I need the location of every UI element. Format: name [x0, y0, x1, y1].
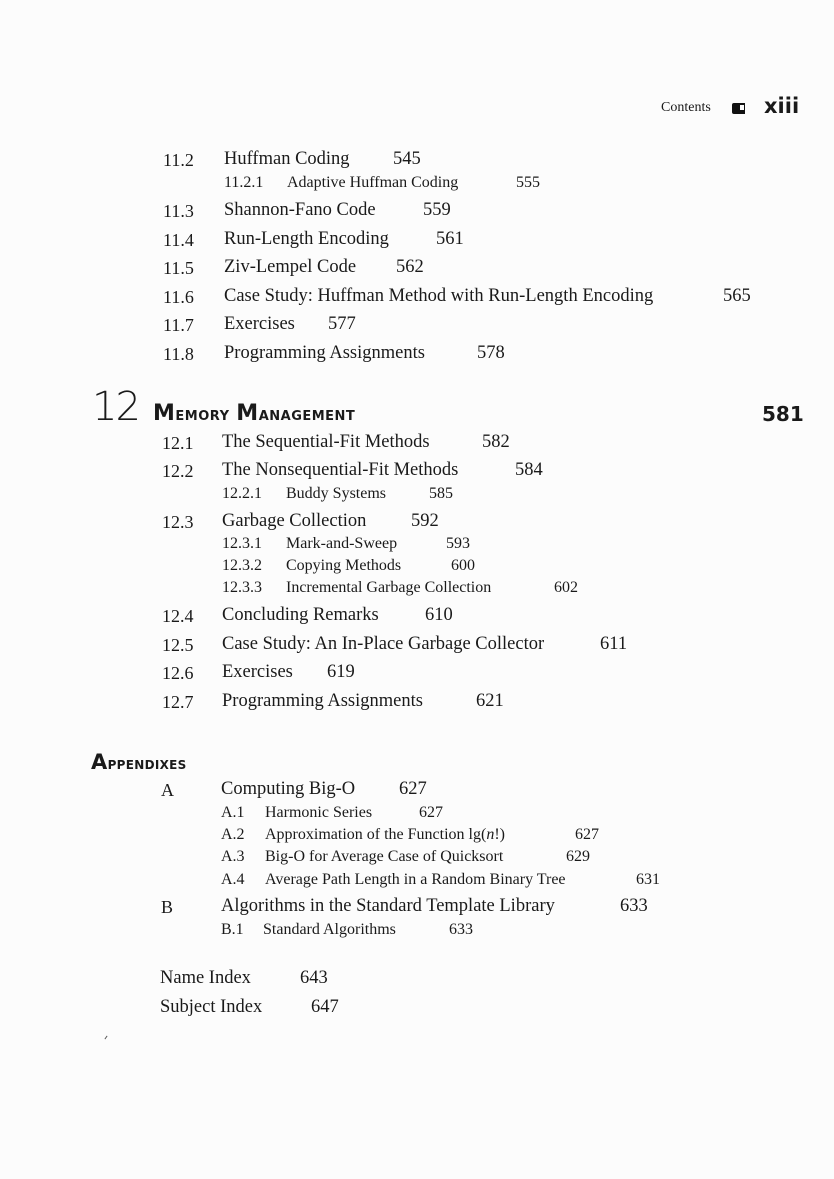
section-number: 11.8	[163, 344, 194, 364]
subsection-number: 12.3.1	[222, 535, 262, 552]
section-title: Programming Assignments	[224, 343, 425, 363]
chapter-title: Memory Management	[153, 401, 356, 426]
section-number: 12.5	[162, 635, 194, 655]
section-number: 11.4	[163, 230, 194, 250]
index-page: 647	[311, 997, 339, 1017]
appendix-subsection-page: 629	[566, 848, 590, 865]
appendix-subsection-title: Standard Algorithms	[263, 921, 396, 938]
appendix-subsection-number: A.1	[221, 804, 245, 821]
section-number: 11.3	[163, 201, 194, 221]
appendix-letter: A	[161, 780, 174, 800]
section-number: 11.2	[163, 150, 194, 170]
section-page: 621	[476, 691, 504, 711]
index-title: Name Index	[160, 968, 251, 988]
section-page: 545	[393, 149, 421, 169]
section-page: 584	[515, 460, 543, 480]
appendix-subsection-number: A.3	[221, 848, 245, 865]
section-number: 11.5	[163, 258, 194, 278]
section-title: Programming Assignments	[222, 691, 423, 711]
appendix-subsection-page: 627	[419, 804, 443, 821]
appendix-letter: B	[161, 897, 174, 917]
appendix-subsection-page: 631	[636, 871, 660, 888]
section-title: Case Study: Huffman Method with Run-Length Encoding	[224, 286, 654, 306]
subsection-page: 600	[451, 557, 475, 574]
section-title: The Sequential-Fit Methods	[222, 432, 430, 452]
section-page: 577	[328, 314, 356, 334]
appendix-subsection-title: Harmonic Series	[265, 804, 373, 821]
section-title: Exercises	[224, 314, 295, 334]
appendix-title: Algorithms in the Standard Template Library	[221, 896, 555, 916]
appendix-subsection-number: A.4	[221, 871, 245, 888]
appendix-subsection-page: 627	[575, 826, 599, 843]
running-header-label: Contents	[661, 100, 711, 115]
index-page: 643	[300, 968, 328, 988]
section-title: Shannon-Fano Code	[224, 200, 376, 220]
appendix-subsection-page: 633	[449, 921, 473, 938]
subsection-page: 593	[446, 535, 470, 552]
subsection-page: 555	[516, 174, 540, 191]
subsection-title: Adaptive Huffman Coding	[287, 174, 459, 191]
subsection-page: 585	[429, 485, 453, 502]
chapter-page: 581	[762, 402, 804, 426]
section-title: Exercises	[222, 662, 293, 682]
section-number: 12.6	[162, 663, 194, 683]
section-page: 582	[482, 432, 510, 452]
index-title: Subject Index	[160, 997, 263, 1017]
section-title: Huffman Coding	[224, 149, 350, 169]
appendix-subsection-number: A.2	[221, 826, 245, 843]
section-number: 11.6	[163, 287, 194, 307]
appendix-title: Computing Big-O	[221, 779, 356, 799]
subsection-title: Mark-and-Sweep	[286, 535, 398, 552]
section-title: Concluding Remarks	[222, 605, 379, 625]
subsection-number: 11.2.1	[224, 174, 264, 191]
subsection-title: Buddy Systems	[286, 485, 387, 502]
section-number: 12.7	[162, 692, 194, 712]
chapter-number: 12	[92, 384, 139, 430]
subsection-page: 602	[554, 579, 578, 596]
arrow-box-icon	[732, 103, 745, 114]
page-number: xiii	[764, 94, 800, 118]
appendix-subsection-title: Average Path Length in a Random Binary Tree	[265, 871, 566, 888]
section-title: Run-Length Encoding	[224, 229, 389, 249]
section-page: 578	[477, 343, 505, 363]
section-page: 610	[425, 605, 453, 625]
appendix-page: 627	[399, 779, 427, 799]
subsection-title: Incremental Garbage Collection	[286, 579, 492, 596]
section-title: Ziv-Lempel Code	[224, 257, 357, 277]
section-page: 611	[600, 634, 628, 654]
section-number: 12.4	[162, 606, 194, 626]
section-number: 12.1	[162, 433, 194, 453]
subsection-number: 12.2.1	[222, 485, 262, 502]
section-number: 12.2	[162, 461, 194, 481]
section-title: Case Study: An In-Place Garbage Collector	[222, 634, 545, 654]
section-page: 592	[411, 511, 439, 531]
subsection-number: 12.3.2	[222, 557, 262, 574]
section-number: 12.3	[162, 512, 194, 532]
section-page: 565	[723, 286, 751, 306]
section-page: 561	[436, 229, 464, 249]
section-title: Garbage Collection	[222, 511, 367, 531]
appendix-subsection-title: Big-O for Average Case of Quicksort	[265, 848, 504, 865]
section-page: 559	[423, 200, 451, 220]
appendix-subsection-number: B.1	[221, 921, 244, 938]
section-page: 619	[327, 662, 355, 682]
appendix-page: 633	[620, 896, 648, 916]
section-page: 562	[396, 257, 424, 277]
section-number: 11.7	[163, 315, 194, 335]
subsection-number: 12.3.3	[222, 579, 262, 596]
section-title: The Nonsequential-Fit Methods	[222, 460, 459, 480]
appendix-subsection-title: Approximation of the Function lg(n!)	[265, 826, 505, 843]
appendixes-heading: Appendixes	[91, 750, 187, 774]
subsection-title: Copying Methods	[286, 557, 402, 574]
stray-mark	[104, 1036, 107, 1040]
